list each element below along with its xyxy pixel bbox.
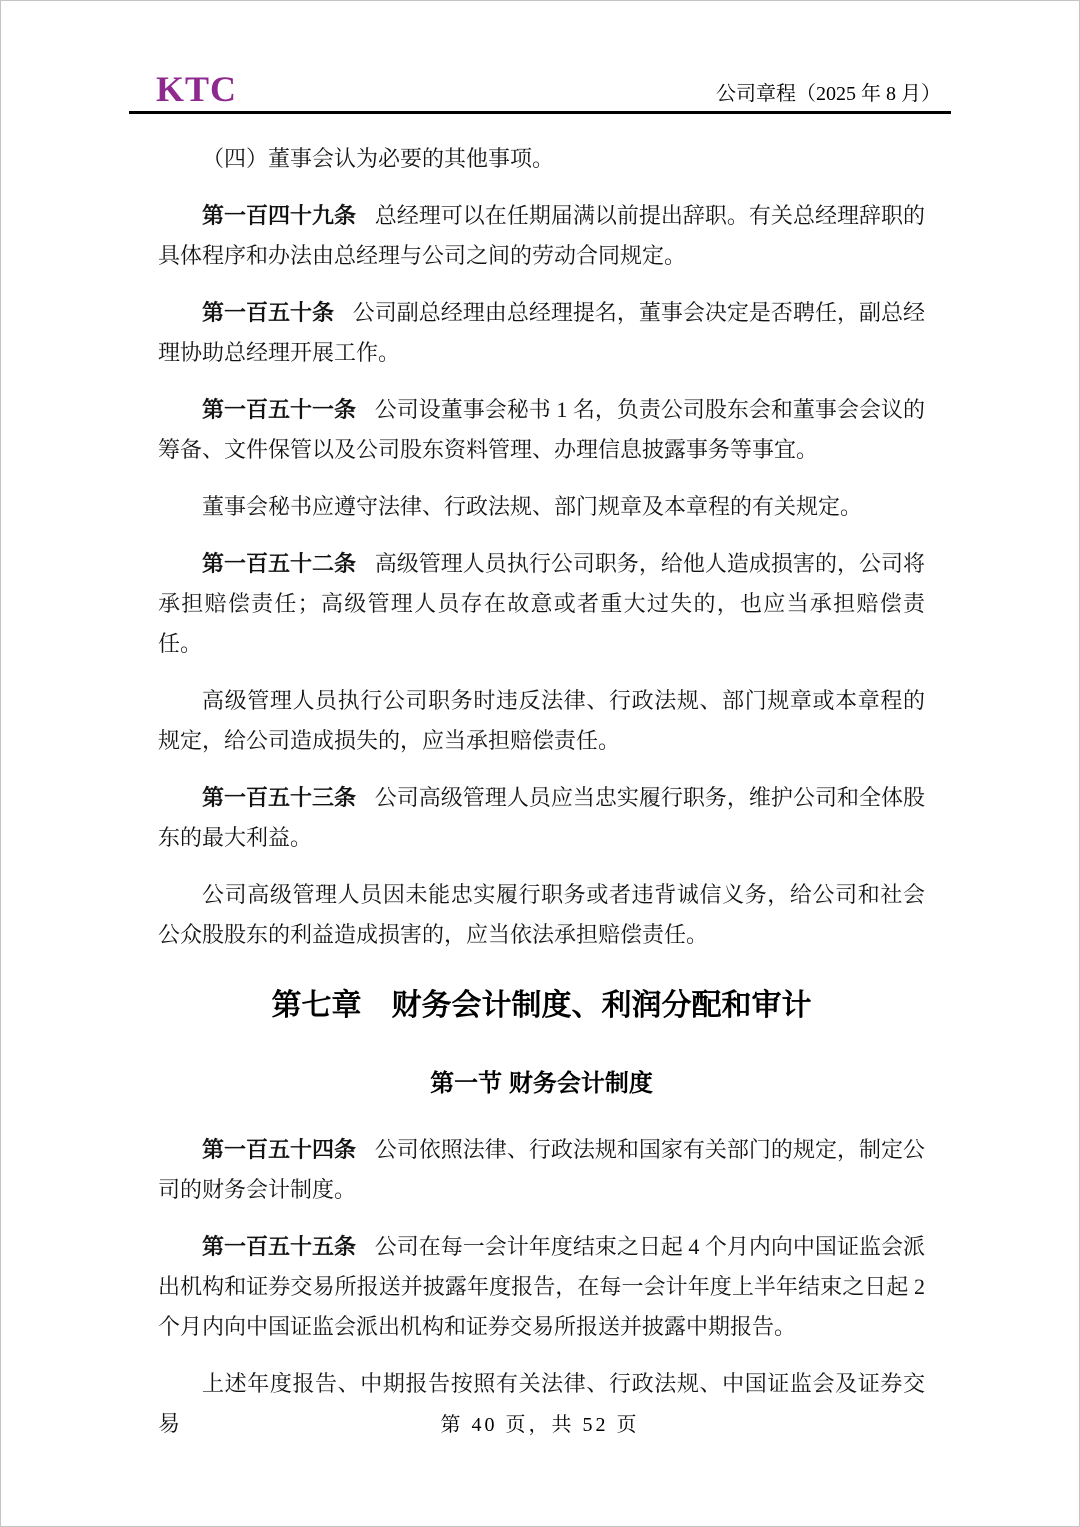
article-149-text: 总经理可以在任期届满以前提出辞职。有关总经理辞职的具体程序和办法由总经理与公司之间的劳动合同规定。 <box>158 203 925 268</box>
document-title: 公司章程（2025 年 8 月） <box>716 83 941 105</box>
page-footer <box>0 1408 1080 1437</box>
article-155-text: 公司在每一会计年度结束之日起 4 个月内向中国证监会派出机构和证券交易所报送并披露年度报告，在每一会计年度上半年结束之日起 2 个月内向中国证监会派出机构和证券交易所报送并披露中期报告。 <box>158 1234 925 1339</box>
page-header <box>129 0 951 114</box>
secretary-duty-paragraph: 董事会秘书应遵守法律、行政法规、部门规章及本章程的有关规定。 <box>202 494 863 519</box>
article-152-paragraph <box>158 544 925 664</box>
article-154-paragraph <box>158 1130 925 1210</box>
article-150-text: 公司副总经理由总经理提名，董事会决定是否聘任，副总经理协助总经理开展工作。 <box>158 300 925 365</box>
article-155-paragraph <box>158 1227 925 1347</box>
document-body <box>158 139 925 1444</box>
section-1-heading: 第一节 财务会计制度 <box>430 1070 653 1097</box>
paragraph-item-4: （四）董事会认为必要的其他事项。 <box>202 146 555 171</box>
article-154-number: 第一百五十四条 <box>202 1137 357 1162</box>
article-153-text: 公司高级管理人员应当忠实履行职务，维护公司和全体股东的最大利益。 <box>158 785 925 850</box>
article-151-number: 第一百五十一条 <box>202 397 357 422</box>
article-152-number: 第一百五十二条 <box>202 551 357 576</box>
chapter-7-heading: 第七章 财务会计制度、利润分配和审计 <box>271 989 812 1022</box>
article-154-text: 公司依照法律、行政法规和国家有关部门的规定，制定公司的财务会计制度。 <box>158 1137 925 1202</box>
article-149-paragraph <box>158 196 925 276</box>
article-149-number: 第一百四十九条 <box>202 203 357 228</box>
article-151-text: 公司设董事会秘书 1 名，负责公司股东会和董事会会议的筹备、文件保管以及公司股东资料管理、办理信息披露事务等事宜。 <box>158 397 925 462</box>
ktc-logo: KTC <box>156 69 238 109</box>
article-152-text: 高级管理人员执行公司职务，给他人造成损害的，公司将承担赔偿责任；高级管理人员存在故意或者重大过失的，也应当承担赔偿责任。 <box>158 551 925 656</box>
article-153-paragraph <box>158 778 925 858</box>
article-155-number: 第一百五十五条 <box>202 1234 357 1259</box>
senior-manager-compensation-paragraph: 公司高级管理人员因未能忠实履行职务或者违背诚信义务，给公司和社会公众股股东的利益造成损害的，应当依法承担赔偿责任。 <box>158 882 925 947</box>
senior-manager-liability-paragraph: 高级管理人员执行公司职务时违反法律、行政法规、部门规章或本章程的规定，给公司造成损失的，应当承担赔偿责任。 <box>158 688 925 753</box>
article-150-paragraph <box>158 293 925 373</box>
article-150-number: 第一百五十条 <box>202 300 335 325</box>
report-rules-paragraph: 上述年度报告、中期报告按照有关法律、行政法规、中国证监会及证券交易 <box>158 1371 925 1436</box>
page-number: 第 40 页，共 52 页 <box>440 1414 640 1436</box>
article-151-paragraph <box>158 390 925 470</box>
article-153-number: 第一百五十三条 <box>202 785 357 810</box>
